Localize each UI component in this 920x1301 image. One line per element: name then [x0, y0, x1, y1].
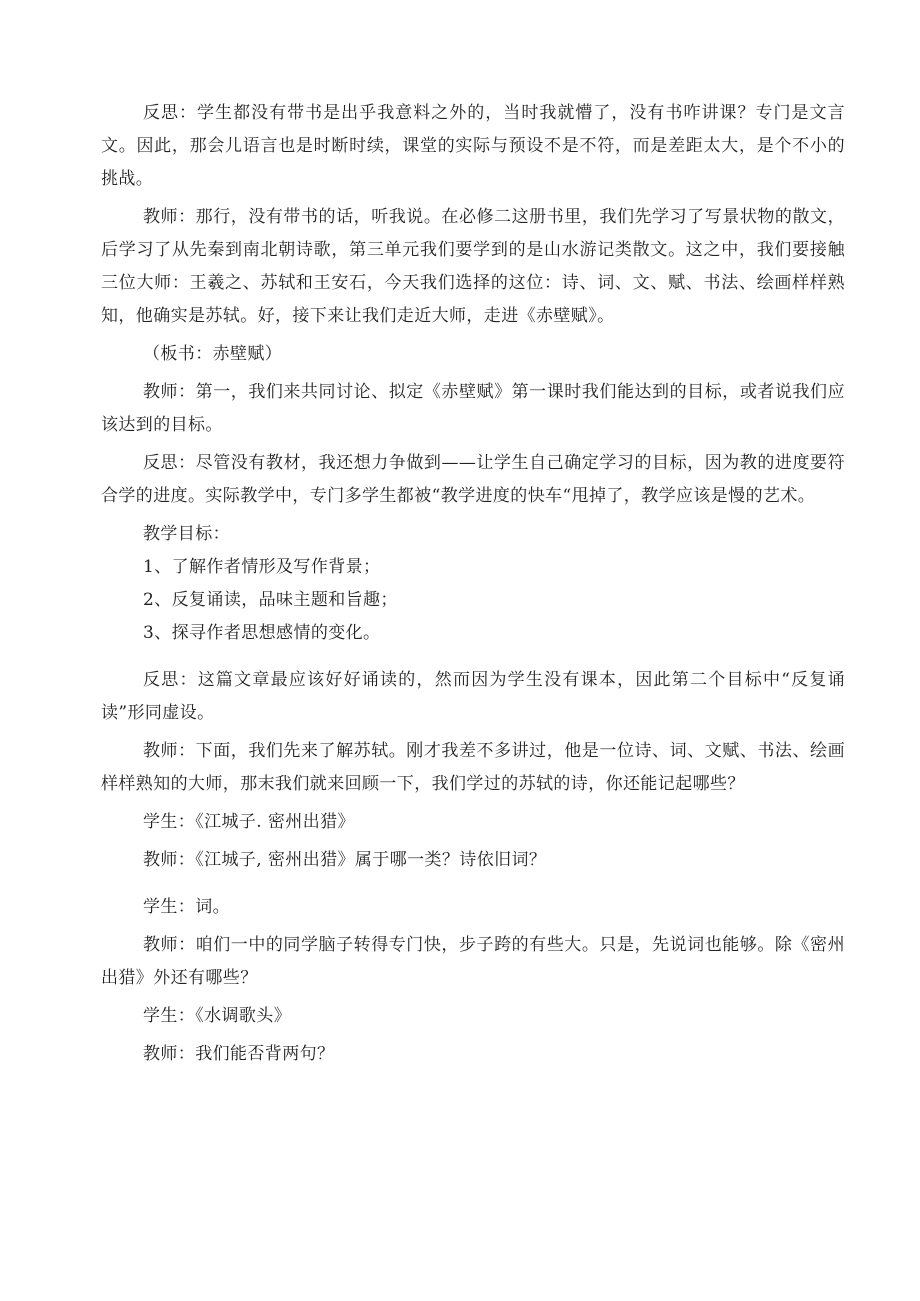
document-body [101, 97, 845, 1071]
reflection-paragraph: 反思：这篇文章最应该好好诵读的，然而因为学生没有课本，因此第二个目标中“反复诵读”形同虚设。 [101, 670, 845, 723]
reflection-paragraph: 反思：学生都没有带书是出乎我意料之外的，当时我就懵了，没有书咋讲课？专门是文言文。因此，那会儿语言也是时断时续，课堂的实际与预设不是不符，而是差距太大，是个不小的挑战。 [101, 103, 845, 189]
teacher-paragraph: 教师：咱们一中的同学脑子转得专门快，步子跨的有些大。只是，先说词也能够。除《密州出猎》外还有哪些？ [101, 935, 845, 988]
teacher-line: 教师：我们能否背两句？ [143, 1044, 335, 1064]
student-line: 学生：《水调歌头》 [143, 1006, 292, 1026]
objective-item: 2、反复诵读，品味主题和旨趣； [143, 590, 398, 610]
student-line: 学生：《江城子. 密州出猎》 [143, 812, 355, 832]
teacher-paragraph: 教师：第一，我们来共同讨论、拟定《赤壁赋》第一课时我们能达到的目标，或者说我们应该达到的目标。 [101, 382, 845, 435]
teacher-line: 教师：《江城子, 密州出猎》属于哪一类？诗依旧词？ [143, 850, 547, 870]
student-line: 学生：词。 [143, 897, 230, 917]
blackboard-note: （板书：赤壁赋） [143, 344, 283, 364]
reflection-paragraph: 反思：尽管没有教材，我还想力争做到——让学生自己确定学习的目标，因为教的进度要符合学的进度。实际教学中，专门多学生都被“教学进度的快车“甩掉了，教学应该是慢的艺术。 [101, 453, 845, 506]
teacher-paragraph: 教师：那行，没有带书的话，听我说。在必修二这册书里，我们先学习了写景状物的散文，后学习了从先秦到南北朝诗歌，第三单元我们要学到的是山水游记类散文。这之中，我们要接触三位大师：王羲之、苏轼和王安石，今天我们选择的这位：诗、词、文、赋、书法、绘画样样熟知，他确实是苏轼。好，接下来让我们走近大师，走进《赤壁赋》。 [101, 207, 845, 326]
objective-item: 1、了解作者情形及写作背景； [143, 557, 381, 577]
teacher-paragraph: 教师：下面，我们先来了解苏轼。刚才我差不多讲过，他是一位诗、词、文赋、书法、绘画样样熟知的大师，那末我们就来回顾一下，我们学过的苏轼的诗，你还能记起哪些？ [101, 741, 845, 794]
objective-item: 3、探寻作者思想感情的变化。 [143, 623, 381, 643]
objectives-heading: 教学目标： [143, 524, 230, 544]
